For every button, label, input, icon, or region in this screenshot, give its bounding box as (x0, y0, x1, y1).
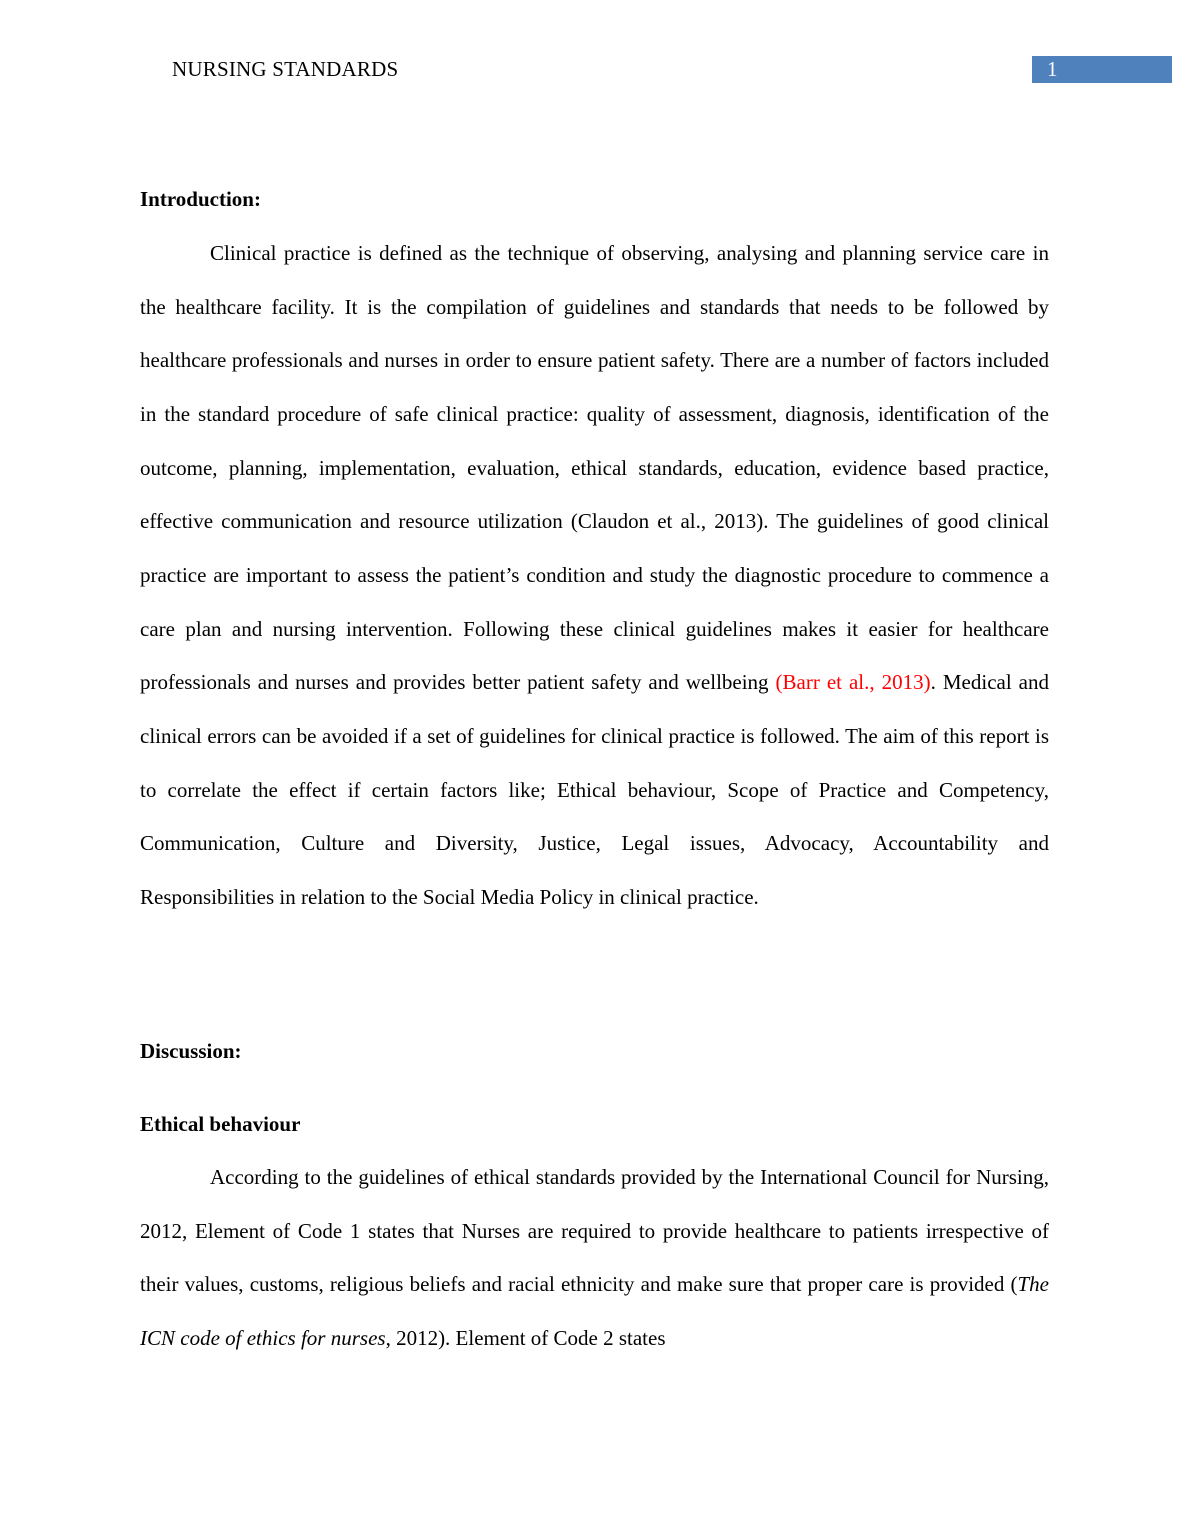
ethical-behaviour-subheading: Ethical behaviour (140, 1112, 301, 1136)
icn-code-title: The ICN code of ethics for nurses (140, 1272, 1049, 1350)
page-number-badge (1032, 56, 1172, 83)
introduction-text-part-2: . Medical and clinical errors can be avoided if a set of guidelines for clinical practice is followed. The aim of this report is to correlate the effect if certain factors like; Ethical behaviour, Scope of Practice and Competency, Communication, Culture and Diversity, Justice, Legal issues, Advocacy, Accountability and Responsibilities in relation to the Social Media Policy in clinical practice. (140, 670, 1049, 909)
running-header-title: NURSING STANDARDS (172, 57, 399, 81)
introduction-paragraph (140, 227, 1049, 925)
page-number: 1 (1047, 57, 1058, 81)
discussion-heading: Discussion: (140, 1039, 242, 1063)
ethical-text-part-2: , 2012). Element of Code 2 states (385, 1325, 666, 1350)
ethical-text-part-1: According to the guidelines of ethical standards provided by the International Council for Nursing, 2012, Element of Code 1 states that Nurses are required to provide healthcare to patients irrespective of their values, customs, religious beliefs and racial ethnicity and make sure that proper care is provided ( (140, 1165, 1049, 1297)
introduction-citation: (Barr et al., 2013) (775, 670, 931, 695)
ethical-behaviour-paragraph (140, 1151, 1049, 1366)
introduction-heading: Introduction: (140, 187, 261, 211)
introduction-text-part-1: Clinical practice is defined as the technique of observing, analysing and planning service care in the healthcare facility. It is the compilation of guidelines and standards that needs to be followed by healthcare professionals and nurses in order to ensure patient safety. There are a number of factors included in the standard procedure of safe clinical practice: quality of assessment, diagnosis, identification of the outcome, planning, implementation, evaluation, ethical standards, education, evidence based practice, effective communication and resource utilization (Claudon et al., 2013). The guidelines of good clinical practice are important to assess the patient’s condition and study the diagnostic procedure to commence a care plan and nursing intervention. Following these clinical guidelines makes it easier for healthcare professionals and nurses and provides better patient safety and wellbeing (140, 241, 1049, 695)
